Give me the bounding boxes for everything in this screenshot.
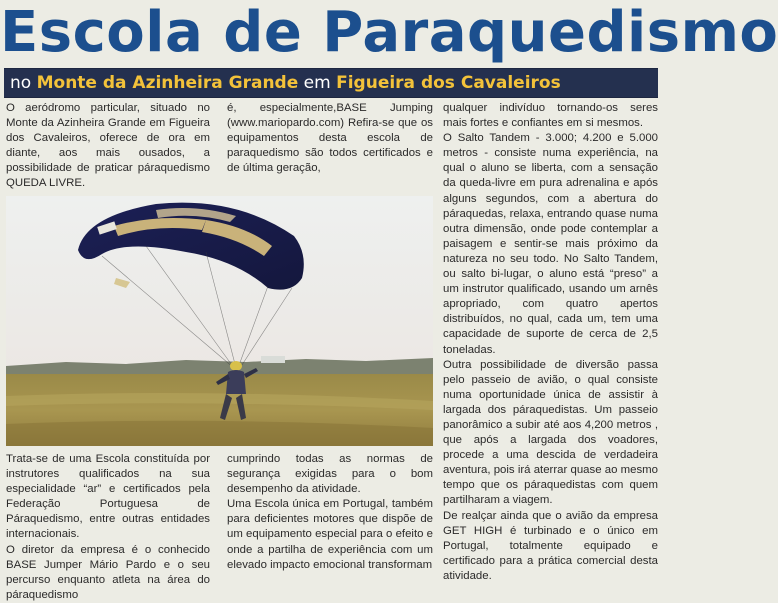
paragraph-school: Trata-se de uma Escola constituída por instrutores qualificados na sua especialidade “ar” e certificados pela Federação Portuguesa de Páraquedismo, entre outras entidades internacionais. [6,453,210,541]
skydiver-landing-photo-icon [6,196,433,446]
column-left-top [6,101,210,192]
subheadline-bar [4,68,658,98]
column-middle-bottom [227,452,433,573]
paragraph-intro: O aeródromo particular, situado no Monte da Azinheira Grande em Figueira dos Cavaleiros, oferece de ora em diante, aos mais ousados, a possibilidade de praticar páraquedismo QUEDA LIVRE. [6,102,210,190]
paragraph-director: O diretor da empresa é o conhecido BASE Jumper Mário Pardo e o seu percurso enquanto atleta na área do páraquedismo [6,543,210,601]
paragraph-safety: cumprindo todas as normas de segurança exigidas para o bom desempenho da atividade. [227,453,433,496]
subheadline-part1: no [10,73,32,93]
subheadline-place2: Figueira dos Cavaleiros [336,73,561,93]
column-middle-top [227,101,433,176]
column-right [443,101,658,584]
subheadline-part2: em [303,73,331,93]
column-left-bottom [6,452,210,603]
paragraph-right-3: Outra possibilidade de diversão passa pelo passeio de avião, o qual consiste numa oportunidade única de assistir à largada dos páraquedistas. Um passeio panorâmico a subir até aos 4,200 metros , que após a largada dos voadores, procede a uma descida de verdadeira aventura, pois irá aterrar quase ao mesmo tempo que os páraquedistas com quem partilharam a viagem. [443,358,658,507]
headline: Escola de Paraquedismo [0,0,778,65]
subheadline [10,69,561,97]
paragraph-right-2: O Salto Tandem - 3.000; 4.200 e 5.000 metros - consiste numa experiência, na qual o aluno se liberta, com a sensação da queda-livre em pura adrenalina e após alguns segundos, com a abertura do páraquedas, relaxa, entrando quase numa outra dimensão, onde pode contemplar a paisagem e sentir-se mais próximo da natureza no seu todo. No Salto Tandem, ou salto bi-lugar, o aluno está “preso” a um instrutor qualificado, usando um arnês apropriado, com quatro apertos distribuídos, no qual, cada um, tem uma capacidade de suporte de cerca de 2,5 toneladas. [443,132,658,356]
paragraph-equipment: é, especialmente,BASE Jumping (www.mariopardo.com) Refira-se que os equipamentos desta escola de paraquedismo são todos certificados e de última geração, [227,102,433,175]
paragraph-unique: Uma Escola única em Portugal, também para deficientes motores que dispõe de um equipamento especial para o efeito e onde a partilha de experiência com um elevado impacto emocional transformam [227,498,433,571]
subheadline-place1: Monte da Azinheira Grande [36,73,299,93]
paragraph-right-1: qualquer indivíduo tornando-os seres mais fortes e confiantes em si mesmos. [443,102,658,130]
skydiver-photo [6,196,433,446]
paragraph-right-4: De realçar ainda que o avião da empresa GET HIGH é turbinado e o único em Portugal, totalmente equipado e certificado para a prática comercial desta atividade. [443,509,658,582]
